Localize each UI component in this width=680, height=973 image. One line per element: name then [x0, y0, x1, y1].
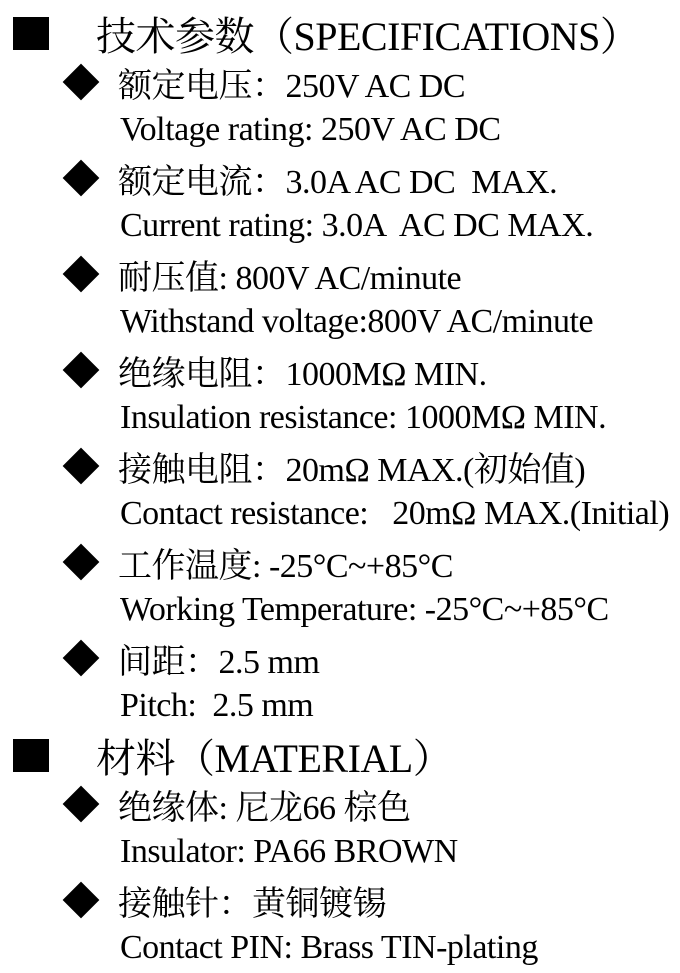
spec-text-zh: 间距：2.5 mm [118, 643, 320, 681]
spec-text-zh: 绝缘体: 尼龙66 棕色 [118, 789, 411, 827]
diamond-bullet-icon [63, 544, 100, 581]
spec-item-current-rating-zh [0, 154, 680, 202]
section-header-specifications [0, 8, 680, 58]
diamond-bullet-icon [63, 64, 100, 101]
diamond-bullet-icon [63, 448, 100, 485]
diamond-bullet-icon [63, 640, 100, 677]
spec-text-zh: 工作温度: -25°C~+85°C [118, 547, 453, 585]
spec-item-pitch-en: Pitch: 2.5 mm [120, 687, 314, 724]
diamond-bullet-icon [63, 256, 100, 293]
spec-item-working-temperature-zh [0, 538, 680, 586]
material-item-insulator-en: Insulator: PA66 BROWN [120, 833, 458, 870]
section-title-material: 材料（MATERIAL） [96, 735, 453, 781]
diamond-bullet-icon [63, 882, 100, 919]
spec-item-insulation-resistance-zh [0, 346, 680, 394]
black-square-icon [13, 739, 49, 772]
section-title-specifications: 技术参数（SPECIFICATIONS） [96, 13, 640, 59]
spec-item-working-temperature-en: Working Temperature: -25°C~+85°C [120, 591, 609, 628]
material-item-contact-pin-en: Contact PIN: Brass TIN-plating [120, 929, 538, 966]
spec-text-zh: 接触电阻：20mΩ MAX.(初始值) [118, 451, 586, 489]
spec-item-withstand-voltage-en: Withstand voltage:800V AC/minute [120, 303, 594, 340]
material-item-contact-pin-zh [0, 876, 680, 924]
diamond-bullet-icon [63, 352, 100, 389]
spec-text-zh: 额定电流：3.0A AC DC MAX. [118, 163, 558, 201]
spec-text-zh: 耐压值: 800V AC/minute [118, 259, 462, 297]
spec-text-zh: 绝缘电阻：1000MΩ MIN. [118, 355, 487, 393]
material-item-insulator-zh [0, 780, 680, 828]
diamond-bullet-icon [63, 160, 100, 197]
spec-item-contact-resistance-en: Contact resistance: 20mΩ MAX.(Initial) [120, 495, 670, 532]
section-header-material [0, 730, 680, 780]
spec-item-withstand-voltage-zh [0, 250, 680, 298]
spec-item-voltage-rating-en: Voltage rating: 250V AC DC [120, 111, 501, 148]
spec-item-pitch-zh [0, 634, 680, 682]
spec-item-voltage-rating-zh [0, 58, 680, 106]
spec-text-zh: 接触针：黄铜镀锡 [118, 885, 386, 923]
spec-item-contact-resistance-zh [0, 442, 680, 490]
spec-text-zh: 额定电压：250V AC DC [118, 67, 466, 105]
diamond-bullet-icon [63, 786, 100, 823]
spec-item-current-rating-en: Current rating: 3.0A AC DC MAX. [120, 207, 594, 244]
black-square-icon [13, 17, 49, 50]
spec-item-insulation-resistance-en: Insulation resistance: 1000MΩ MIN. [120, 399, 607, 436]
